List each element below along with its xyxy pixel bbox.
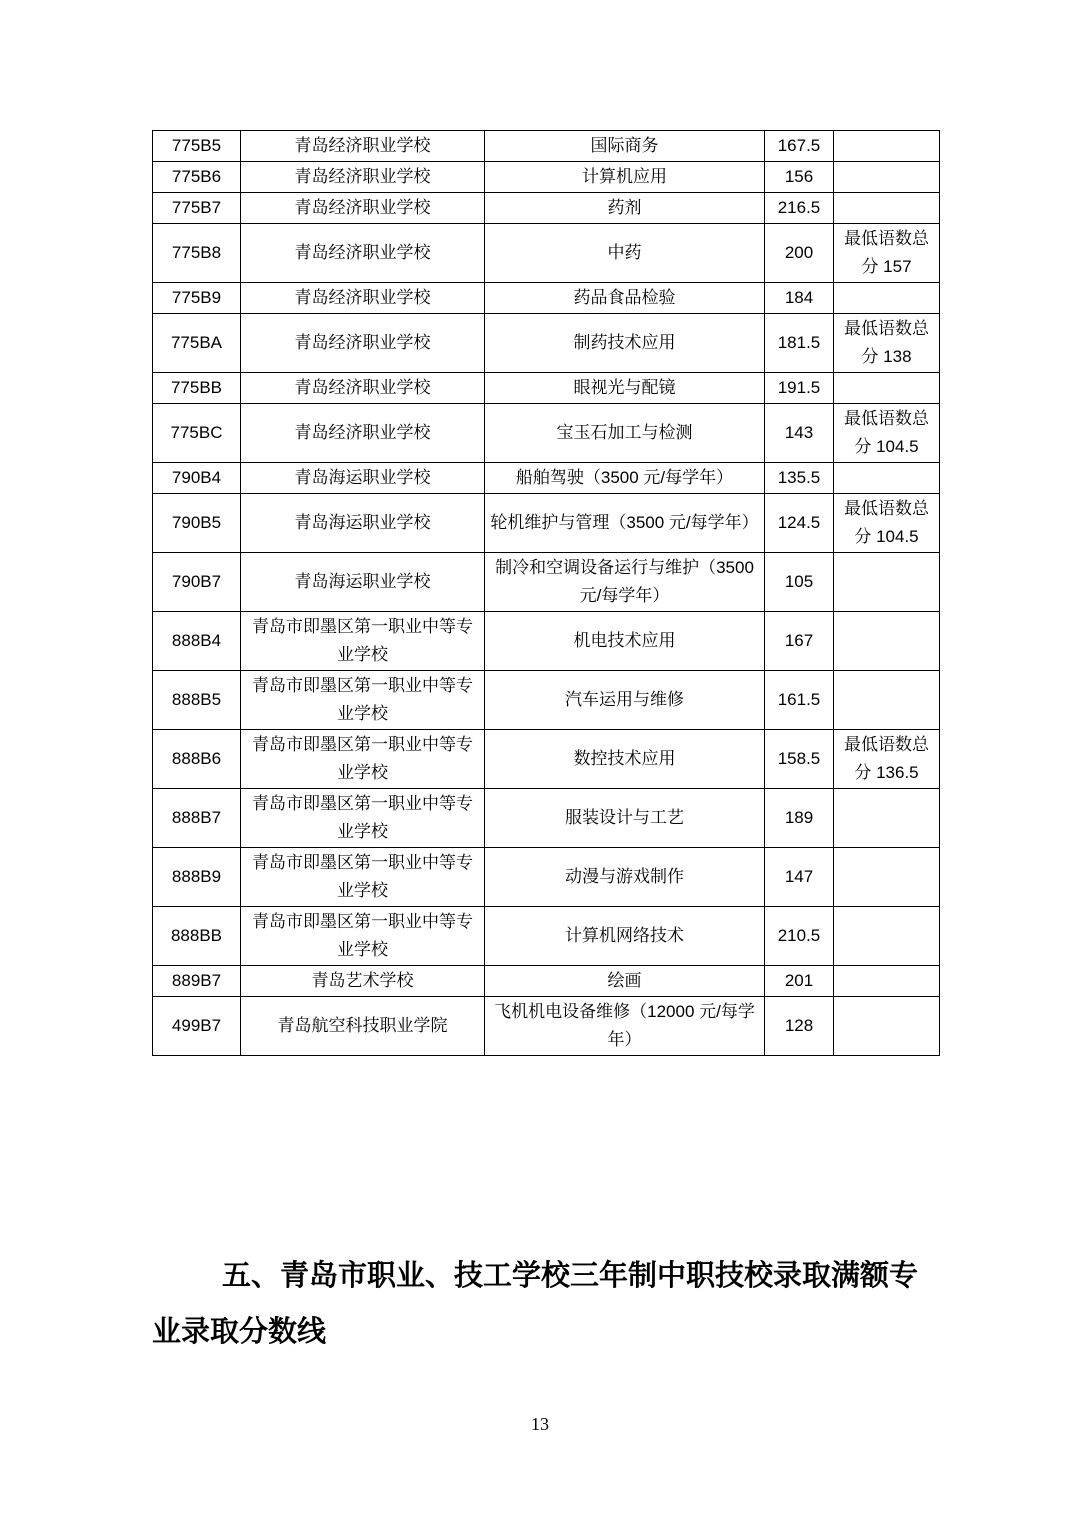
cell-major: 制冷和空调设备运行与维护（3500 元/每学年） — [485, 553, 765, 612]
cell-school: 青岛经济职业学校 — [241, 131, 485, 162]
cell-code: 888B6 — [153, 730, 241, 789]
cell-code: 790B7 — [153, 553, 241, 612]
cell-note — [834, 997, 940, 1056]
cell-score: 200 — [765, 224, 834, 283]
cell-school: 青岛艺术学校 — [241, 966, 485, 997]
cell-code: 888B7 — [153, 789, 241, 848]
cell-note: 最低语数总分 104.5 — [834, 404, 940, 463]
cell-major: 绘画 — [485, 966, 765, 997]
cell-note — [834, 553, 940, 612]
cell-school: 青岛市即墨区第一职业中等专业学校 — [241, 671, 485, 730]
cell-major: 药品食品检验 — [485, 283, 765, 314]
cell-note — [834, 283, 940, 314]
cell-note: 最低语数总分 157 — [834, 224, 940, 283]
cell-code: 775B6 — [153, 162, 241, 193]
cell-school: 青岛海运职业学校 — [241, 553, 485, 612]
cell-note: 最低语数总分 138 — [834, 314, 940, 373]
cell-school: 青岛航空科技职业学院 — [241, 997, 485, 1056]
cell-score: 105 — [765, 553, 834, 612]
cell-note — [834, 373, 940, 404]
table-row — [153, 193, 940, 224]
cell-code: 889B7 — [153, 966, 241, 997]
table-row — [153, 162, 940, 193]
cell-code: 775B8 — [153, 224, 241, 283]
cell-score: 167 — [765, 612, 834, 671]
table-row — [153, 789, 940, 848]
cell-major: 国际商务 — [485, 131, 765, 162]
cell-note: 最低语数总分 136.5 — [834, 730, 940, 789]
cell-note — [834, 463, 940, 494]
table-row — [153, 997, 940, 1056]
cell-note — [834, 848, 940, 907]
cell-note — [834, 966, 940, 997]
cell-major: 汽车运用与维修 — [485, 671, 765, 730]
cell-code: 775B5 — [153, 131, 241, 162]
cell-code: 790B5 — [153, 494, 241, 553]
table-row — [153, 907, 940, 966]
cell-major: 数控技术应用 — [485, 730, 765, 789]
cell-score: 158.5 — [765, 730, 834, 789]
cell-major: 中药 — [485, 224, 765, 283]
cell-school: 青岛市即墨区第一职业中等专业学校 — [241, 789, 485, 848]
cell-score: 191.5 — [765, 373, 834, 404]
cell-school: 青岛市即墨区第一职业中等专业学校 — [241, 848, 485, 907]
cell-school: 青岛市即墨区第一职业中等专业学校 — [241, 612, 485, 671]
cell-major: 药剂 — [485, 193, 765, 224]
table-row — [153, 848, 940, 907]
page-number: 13 — [531, 1414, 549, 1434]
table-body — [153, 131, 940, 1056]
cell-school: 青岛经济职业学校 — [241, 283, 485, 314]
cell-score: 216.5 — [765, 193, 834, 224]
cell-code: 775BC — [153, 404, 241, 463]
cell-school: 青岛市即墨区第一职业中等专业学校 — [241, 730, 485, 789]
cell-score: 161.5 — [765, 671, 834, 730]
cell-code: 499B7 — [153, 997, 241, 1056]
section-heading: 五、青岛市职业、技工学校三年制中职技校录取满额专业录取分数线 — [152, 1260, 919, 1348]
cell-code: 790B4 — [153, 463, 241, 494]
cell-code: 888B4 — [153, 612, 241, 671]
table-row — [153, 494, 940, 553]
table-row — [153, 131, 940, 162]
cell-score: 210.5 — [765, 907, 834, 966]
cell-major: 眼视光与配镜 — [485, 373, 765, 404]
cell-major: 船舶驾驶（3500 元/每学年） — [485, 463, 765, 494]
cell-score: 143 — [765, 404, 834, 463]
cell-school: 青岛市即墨区第一职业中等专业学校 — [241, 907, 485, 966]
cell-score: 156 — [765, 162, 834, 193]
cell-code: 775BA — [153, 314, 241, 373]
cell-major: 轮机维护与管理（3500 元/每学年） — [485, 494, 765, 553]
cell-code: 775B7 — [153, 193, 241, 224]
cell-school: 青岛经济职业学校 — [241, 224, 485, 283]
cell-note — [834, 162, 940, 193]
cell-major: 动漫与游戏制作 — [485, 848, 765, 907]
cell-school: 青岛海运职业学校 — [241, 463, 485, 494]
cell-score: 128 — [765, 997, 834, 1056]
table-row — [153, 730, 940, 789]
cell-major: 机电技术应用 — [485, 612, 765, 671]
admission-scores-table — [152, 130, 940, 1056]
cell-school: 青岛经济职业学校 — [241, 162, 485, 193]
cell-note — [834, 193, 940, 224]
cell-score: 135.5 — [765, 463, 834, 494]
cell-score: 181.5 — [765, 314, 834, 373]
cell-score: 189 — [765, 789, 834, 848]
cell-note — [834, 131, 940, 162]
table-row — [153, 314, 940, 373]
table-row — [153, 373, 940, 404]
cell-code: 775BB — [153, 373, 241, 404]
table-row — [153, 671, 940, 730]
cell-code: 888BB — [153, 907, 241, 966]
cell-major: 飞机机电设备维修（12000 元/每学年） — [485, 997, 765, 1056]
cell-school: 青岛经济职业学校 — [241, 193, 485, 224]
cell-major: 计算机应用 — [485, 162, 765, 193]
cell-major: 服装设计与工艺 — [485, 789, 765, 848]
table-row — [153, 966, 940, 997]
cell-school: 青岛海运职业学校 — [241, 494, 485, 553]
cell-major: 制药技术应用 — [485, 314, 765, 373]
cell-code: 888B5 — [153, 671, 241, 730]
cell-score: 167.5 — [765, 131, 834, 162]
cell-school: 青岛经济职业学校 — [241, 314, 485, 373]
cell-major: 计算机网络技术 — [485, 907, 765, 966]
cell-score: 124.5 — [765, 494, 834, 553]
cell-note — [834, 907, 940, 966]
cell-code: 888B9 — [153, 848, 241, 907]
table-row — [153, 553, 940, 612]
table-row — [153, 404, 940, 463]
table-row — [153, 283, 940, 314]
table-row — [153, 224, 940, 283]
cell-score: 201 — [765, 966, 834, 997]
cell-school: 青岛经济职业学校 — [241, 373, 485, 404]
cell-note — [834, 789, 940, 848]
table-row — [153, 463, 940, 494]
table-row — [153, 612, 940, 671]
cell-score: 147 — [765, 848, 834, 907]
cell-note — [834, 612, 940, 671]
cell-note: 最低语数总分 104.5 — [834, 494, 940, 553]
cell-note — [834, 671, 940, 730]
cell-major: 宝玉石加工与检测 — [485, 404, 765, 463]
cell-school: 青岛经济职业学校 — [241, 404, 485, 463]
cell-score: 184 — [765, 283, 834, 314]
cell-code: 775B9 — [153, 283, 241, 314]
